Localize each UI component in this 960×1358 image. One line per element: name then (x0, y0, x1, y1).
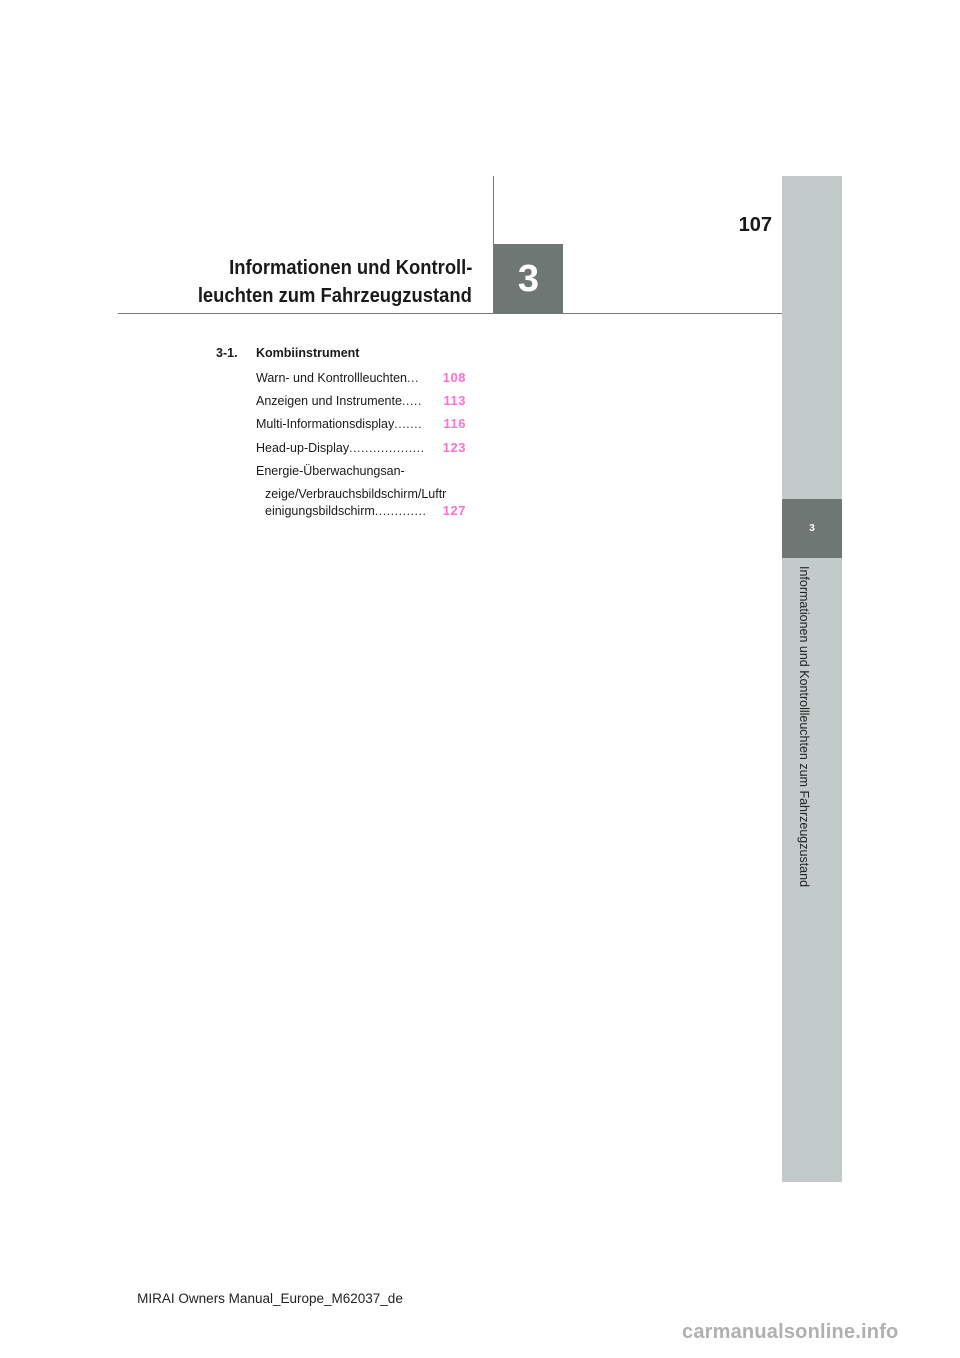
sidebar-chapter-label: Informationen und Kontrollleuchten zum Fahrzeugzustand (797, 566, 811, 888)
toc-entry-leader: ................... (349, 441, 425, 455)
header-horizontal-rule (118, 313, 782, 314)
toc-section-title: Kombiinstrument (256, 346, 360, 360)
toc-entry[interactable] (265, 502, 466, 520)
page-number: 107 (738, 214, 772, 236)
sidebar-tab-number: 3 (809, 523, 815, 534)
toc-entry[interactable] (256, 392, 466, 410)
toc-entry-page-link[interactable]: 108 (442, 370, 466, 385)
chapter-number: 3 (517, 257, 540, 300)
chapter-sidebar (782, 176, 842, 1182)
toc-entry-title: Warn- und Kontrollleuchten (256, 371, 408, 385)
chapter-number-box (494, 244, 563, 314)
toc-entry-leader: ... (407, 371, 419, 385)
toc-entry-page-link[interactable]: 113 (443, 393, 466, 408)
toc-entry-page-link[interactable]: 116 (443, 416, 466, 431)
toc-entry-page-link[interactable]: 127 (442, 503, 466, 518)
page-footer: MIRAI Owners Manual_Europe_M62037_de (137, 1291, 403, 1306)
toc-entry[interactable] (256, 415, 466, 433)
toc-entry-title: Anzeigen und Instrumente (256, 394, 402, 408)
toc-entry-title-line-2: zeige/Verbrauchsbildschirm/Luftr (265, 487, 447, 501)
toc-entry-title: Multi-Informationsdisplay (256, 417, 395, 431)
sidebar-chapter-tab[interactable] (782, 499, 842, 558)
chapter-title-line-2: leuchten zum Fahrzeugzustand (198, 285, 472, 307)
toc-entry-leader: ............. (374, 504, 427, 518)
toc-entry-page-link[interactable]: 123 (442, 440, 466, 455)
toc-entry-leader: ..... (401, 394, 422, 408)
watermark: carmanualsonline.info (682, 1321, 899, 1343)
toc-entry-title-line-1: Energie-Überwachungsan- (256, 464, 405, 478)
toc-entry-title-line-3: einigungsbildschirm (265, 504, 375, 518)
toc-section-number: 3-1. (216, 346, 238, 360)
toc-entry[interactable] (256, 439, 466, 457)
toc-entry[interactable] (256, 369, 466, 387)
toc-entry-leader: ....... (394, 417, 423, 431)
toc-entry-title: Head-up-Display (256, 441, 350, 455)
chapter-title-line-1: Informationen und Kontroll- (228, 257, 472, 279)
